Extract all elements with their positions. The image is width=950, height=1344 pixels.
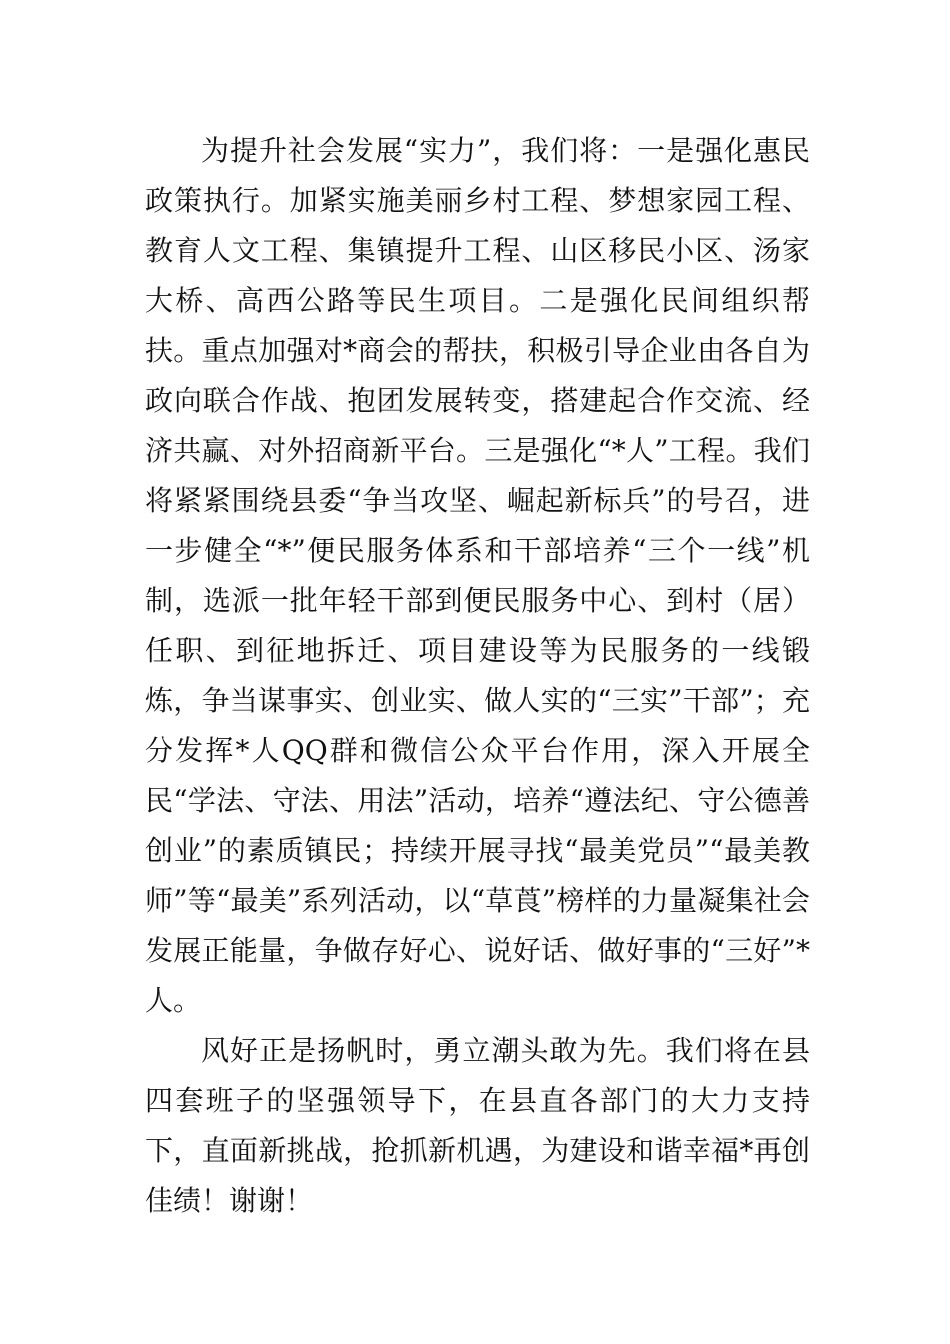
paragraph-policy-measures: 为提升社会发展“实力”，我们将：一是强化惠民政策执行。加紧实施美丽乡村工程、梦想家园工程、教育人文工程、集镇提升工程、山区移民小区、汤家大桥、高西公路等民生项目。二是强化民间组织帮扶。重点加强对*商会的帮扶，积极引导企业由各自为政向联合作战、抱团发展转变，搭建起合作交流、经济共赢、对外招商新平台。三是强化“*人”工程。我们将紧紧围绕县委“争当攻坚、崛起新标兵”的号召，进一步健全“*”便民服务体系和干部培养“三个一线”机制，选派一批年轻干部到便民服务中心、到村（居）任职、到征地拆迁、项目建设等为民服务的一线锻炼，争当谋事实、创业实、做人实的“三实”干部”；充分发挥*人QQ群和微信公众平台作用，深入开展全民“学法、守法、用法”活动，培养“遵法纪、守公德善创业”的素质镇民；持续开展寻找“最美党员”“最美教师”等“最美”系列活动，以“草莨”榜样的力量凝集社会发展正能量，争做存好心、说好话、做好事的“三好”*人。 xyxy=(145,134,810,1017)
document-body xyxy=(145,126,810,1226)
paragraph-closing-remarks: 风好正是扬帆时，勇立潮头敢为先。我们将在县四套班子的坚强领导下，在县直各部门的大力支持下，直面新挑战，抢抓新机遇，为建设和谐幸福*再创佳绩！谢谢！ xyxy=(145,1034,810,1217)
